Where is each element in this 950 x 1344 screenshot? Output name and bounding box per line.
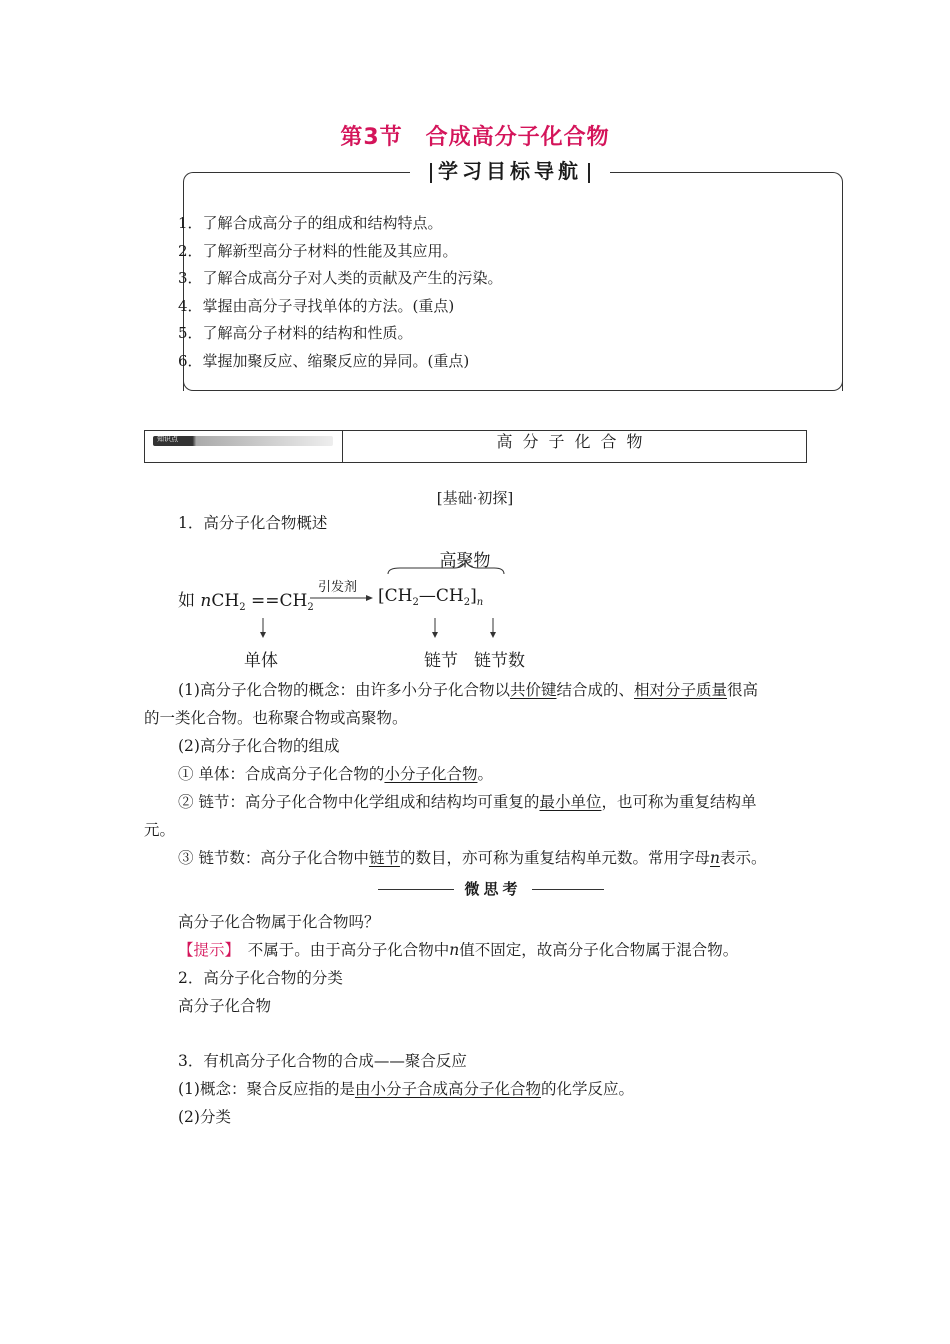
goals-header-bar-left [430, 163, 432, 183]
text: ③ 链节数：高分子化合物中 [178, 849, 369, 867]
text: 的化学反应。 [540, 1080, 634, 1098]
formula-sub: 2 [412, 597, 419, 608]
text: (1)概念：聚合反应指的是 [178, 1080, 355, 1098]
goal-item: 5．了解高分子材料的结构和性质。 [178, 324, 413, 342]
polymer-formula [378, 586, 483, 608]
goals-header-bar-right [588, 163, 590, 183]
goals-frame-bottom [183, 378, 843, 391]
goal-item: 2．了解新型高分子材料的性能及其应用。 [178, 241, 458, 260]
section-2-sub: 高分子化合物 [178, 997, 272, 1015]
formula-sub: 2 [307, 602, 314, 613]
text: 。 [477, 765, 493, 783]
paragraph-polymerization [178, 1075, 634, 1103]
divider-line-right [532, 889, 604, 890]
answer-polymerization: 由小分子合成高分子化合物 [354, 1080, 541, 1098]
page-title: 第3节 合成高分子化合物 [340, 125, 610, 150]
answer-min-unit: 最小单位 [539, 793, 602, 811]
formula-sub: 2 [463, 597, 471, 608]
section-1-heading: 1．高分子化合物概述 [178, 514, 328, 532]
text: 结合成的、 [556, 681, 634, 699]
micro-answer [178, 936, 818, 964]
formula-ch2-d: CH [435, 586, 464, 606]
micro-think-divider [378, 878, 604, 902]
goal-item: 3．了解合成高分子对人类的贡献及产生的污染。 [178, 269, 503, 287]
initiator-label: 引发剂 [318, 580, 358, 595]
answer-covalent-bond: 共价键 [509, 681, 557, 699]
goal-item: 1．了解合成高分子的组成和结构特点。 [178, 214, 443, 232]
answer-link: 链节 [368, 849, 400, 867]
paragraph-link [178, 788, 808, 816]
formula-subscript-n: n [476, 597, 484, 608]
goal-item: 4．掌握由高分子寻找单体的方法。(重点) [178, 296, 455, 315]
goals-header [410, 156, 610, 186]
paragraph-degree [178, 844, 818, 872]
formula-bracket-open: [ [378, 586, 385, 606]
formula-sub: 2 [239, 602, 246, 613]
paragraph-classification: (2)分类 [178, 1108, 231, 1126]
polymer-label: 高聚物 [439, 551, 491, 571]
formula-ch2-b: CH [279, 591, 308, 611]
monomer-label: 单体 [244, 651, 278, 671]
micro-think-label: 微思考 [464, 880, 522, 898]
goals-header-label: 学习目标导航 [438, 159, 582, 183]
formula-bracket-close: ] [470, 586, 477, 606]
formula-ch2-c: CH [384, 586, 413, 606]
knowledge-point-badge [153, 436, 333, 446]
formula-double-bond: == [250, 591, 280, 611]
paragraph-link-cont: 元。 [144, 821, 176, 839]
answer-small-molecule: 小分子化合物 [384, 765, 478, 783]
paragraph-concept-cont: 的一类化合物。也称聚合物或高聚物。 [144, 709, 408, 727]
text: ，也可称为重复结构单 [601, 793, 757, 811]
text: ① 单体：合成高分子化合物的 [178, 765, 385, 783]
formula-dash: — [418, 586, 436, 606]
text: 很高 [727, 681, 759, 699]
hint-label: 【提示】 [178, 941, 233, 959]
text: ② 链节：高分子化合物中化学组成和结构均可重复的 [178, 793, 540, 811]
link-label: 链节 [424, 651, 458, 671]
formula-n: n [200, 591, 212, 611]
answer-relative-mass: 相对分子质量 [634, 681, 728, 699]
text: (1)高分子化合物的概念：由许多小分子化合物以 [178, 681, 510, 699]
section-2-heading: 2．高分子化合物的分类 [178, 969, 343, 987]
knowledge-point-title: 高分子化合物 [496, 432, 653, 451]
paragraph-concept [178, 676, 808, 704]
formula-ch2-a: CH [211, 591, 240, 611]
section-tag: [基础·初探] [436, 489, 514, 507]
micro-question: 高分子化合物属于化合物吗？ [178, 913, 380, 931]
answer-n: n [449, 941, 460, 959]
knowledge-point-table [144, 430, 807, 463]
knowledge-point-tag: 知识点 [157, 435, 178, 443]
divider-line-left [378, 889, 454, 890]
polymer-diagram [178, 546, 558, 676]
knowledge-point-tag-cell [145, 431, 343, 462]
paragraph-composition: (2)高分子化合物的组成 [178, 737, 340, 755]
goals-list [178, 210, 818, 375]
formula-prefix: 如 [178, 591, 195, 611]
reaction-formula [178, 586, 314, 613]
goal-item: 6．掌握加聚反应、缩聚反应的异同。(重点) [178, 351, 470, 370]
answer-n: n [709, 849, 720, 867]
text: 值不固定，故高分子化合物属于混合物。 [459, 941, 739, 959]
paragraph-monomer [178, 760, 493, 788]
text: 不属于。由于高分子化合物中 [232, 941, 450, 959]
section-3-heading: 3．有机高分子化合物的合成——聚合反应 [178, 1052, 467, 1070]
degree-label: 链节数 [474, 651, 525, 671]
text: 表示。 [719, 849, 767, 867]
text: 的数目，亦可称为重复结构单元数。常用字母 [399, 849, 710, 867]
